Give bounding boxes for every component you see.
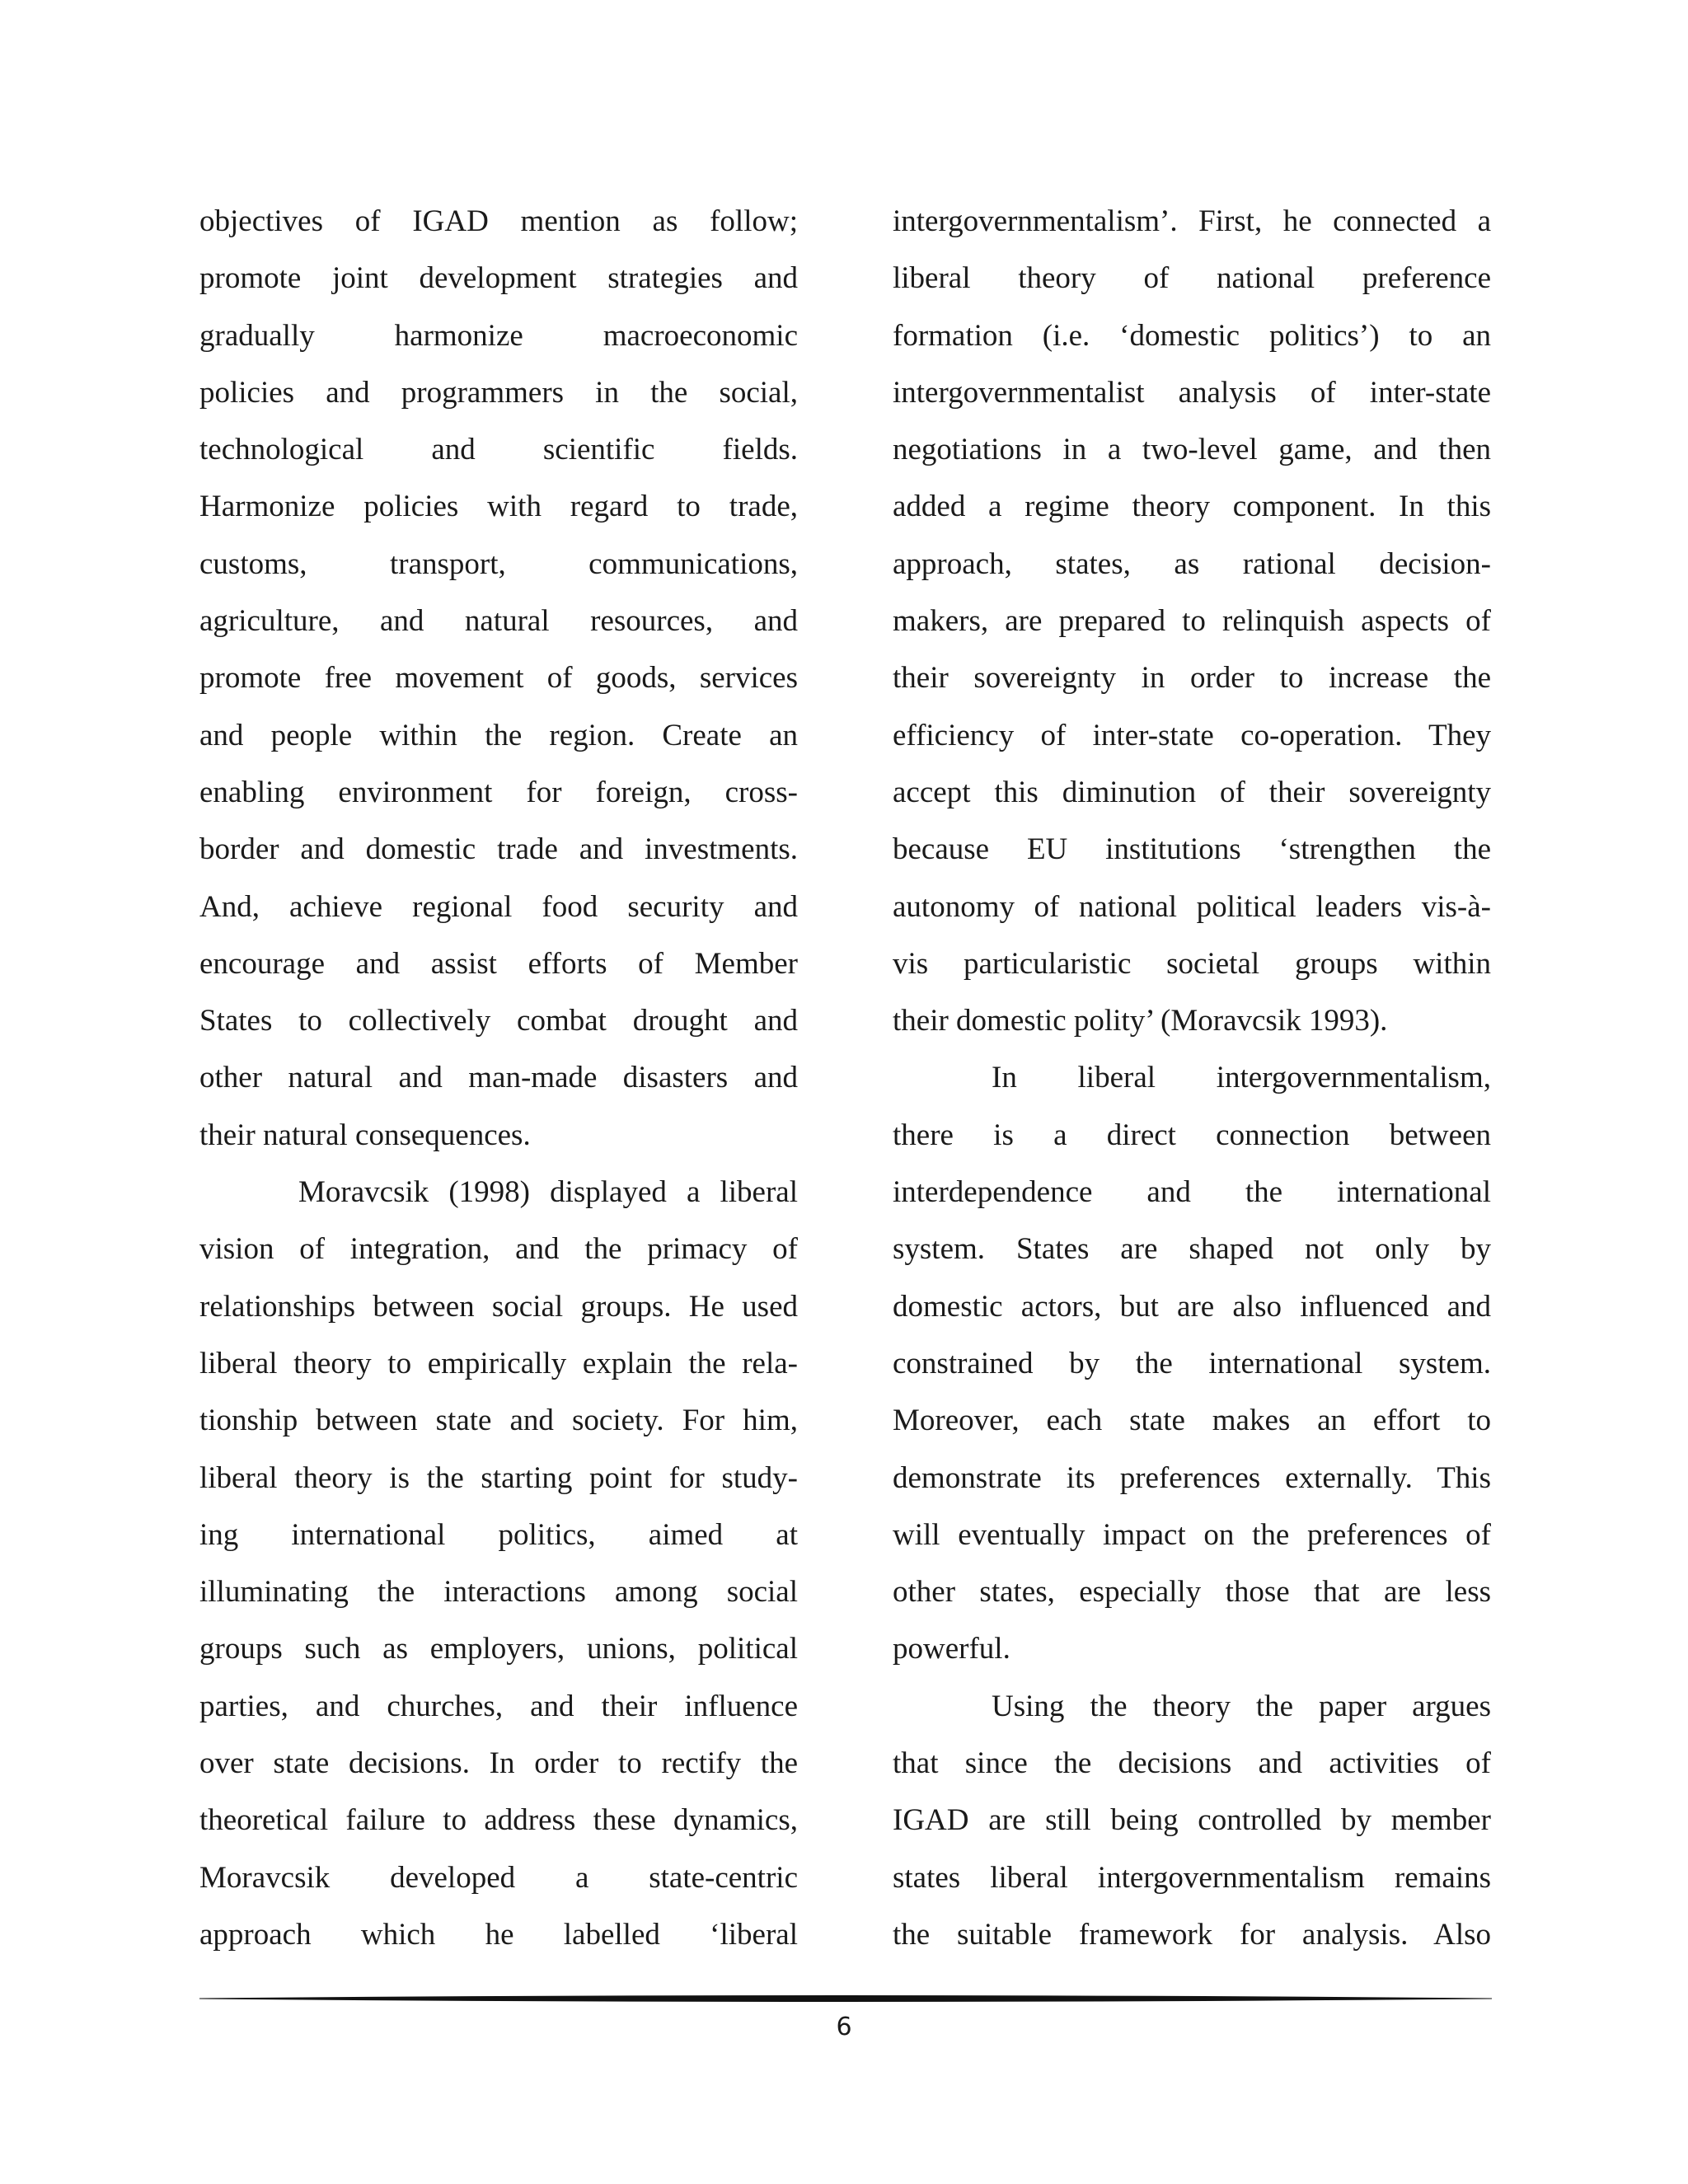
text-line: approach, states, as rational decision- <box>893 546 1491 581</box>
text-line: gradually harmonize macroeconomic <box>199 318 798 353</box>
text-line: objectives of IGAD mention as follow; <box>199 204 798 238</box>
text-line: customs, transport, communications, <box>199 546 798 581</box>
text-line: domestic actors, but are also influenced and <box>893 1289 1491 1324</box>
text-line: agriculture, and natural resources, and <box>199 604 798 639</box>
text-line: tionship between state and society. For him, <box>199 1404 798 1438</box>
text-line: intergovernmentalist analysis of inter-state <box>893 375 1491 410</box>
text-line: vis particularistic societal groups within <box>893 946 1491 981</box>
text-line: negotiations in a two-level game, and then <box>893 433 1491 467</box>
text-line: their natural consequences. <box>199 1118 531 1152</box>
text-line: promote joint development strategies and <box>199 261 798 296</box>
text-line: interdependence and the international <box>893 1175 1491 1210</box>
text-line: approach which he labelled ‘liberal <box>199 1917 798 1952</box>
text-line: over state decisions. In order to rectify the <box>199 1746 798 1781</box>
text-line: other natural and man-made disasters and <box>199 1061 798 1095</box>
text-line: Harmonize policies with regard to trade, <box>199 490 798 524</box>
text-line: In liberal intergovernmentalism, <box>992 1061 1491 1095</box>
page-number: 6 <box>836 2013 852 2041</box>
text-line: IGAD are still being controlled by member <box>893 1803 1491 1838</box>
text-line: makers, are prepared to relinquish aspects of <box>893 604 1491 639</box>
text-line: encourage and assist efforts of Member <box>199 946 798 981</box>
text-line: states liberal intergovernmentalism remains <box>893 1860 1491 1895</box>
text-line: constrained by the international system. <box>893 1346 1491 1380</box>
text-line: theoretical failure to address these dynamics, <box>199 1803 798 1838</box>
text-line: the suitable framework for analysis. Also <box>893 1917 1491 1952</box>
text-line: States to collectively combat drought and <box>199 1004 798 1038</box>
text-line: technological and scientific fields. <box>199 433 798 467</box>
text-line: promote free movement of goods, services <box>199 661 798 696</box>
text-line: powerful. <box>893 1632 1010 1666</box>
text-line: parties, and churches, and their influence <box>199 1689 798 1723</box>
text-line: that since the decisions and activities of <box>893 1746 1491 1781</box>
text-line: And, achieve regional food security and <box>199 889 798 924</box>
text-line: because EU institutions ‘strengthen the <box>893 832 1491 867</box>
text-line: relationships between social groups. He used <box>199 1289 798 1324</box>
text-line: policies and programmers in the social, <box>199 375 798 410</box>
text-line: system. States are shaped not only by <box>893 1232 1491 1267</box>
text-line: Using the theory the paper argues <box>992 1689 1491 1723</box>
text-line: accept this diminution of their sovereignty <box>893 775 1491 809</box>
text-line: border and domestic trade and investments. <box>199 832 798 867</box>
text-line: added a regime theory component. In this <box>893 490 1491 524</box>
footer-rule <box>199 1994 1492 2004</box>
text-line: formation (i.e. ‘domestic politics’) to an <box>893 318 1491 353</box>
text-line: efficiency of inter-state co-operation. They <box>893 718 1491 752</box>
text-line: autonomy of national political leaders vis-à- <box>893 889 1491 924</box>
text-line: Moravcsik developed a state-centric <box>199 1860 798 1895</box>
text-line: illuminating the interactions among social <box>199 1575 798 1610</box>
text-line: liberal theory to empirically explain the rela- <box>199 1346 798 1380</box>
text-line: Moreover, each state makes an effort to <box>893 1404 1491 1438</box>
text-line: demonstrate its preferences externally. This <box>893 1460 1491 1495</box>
right-column <box>893 193 1491 1963</box>
text-line: liberal theory of national preference <box>893 261 1491 296</box>
text-line: liberal theory is the starting point for study- <box>199 1460 798 1495</box>
text-line: enabling environment for foreign, cross- <box>199 775 798 809</box>
text-line: intergovernmentalism’. First, he connected a <box>893 204 1491 238</box>
text-line: their sovereignty in order to increase the <box>893 661 1491 696</box>
text-line: ing international politics, aimed at <box>199 1517 798 1552</box>
text-line: their domestic polity’ (Moravcsik 1993). <box>893 1004 1388 1038</box>
text-line: Moravcsik (1998) displayed a liberal <box>298 1175 798 1210</box>
text-line: and people within the region. Create an <box>199 718 798 752</box>
left-column <box>199 193 798 1963</box>
text-line: groups such as employers, unions, political <box>199 1632 798 1666</box>
text-line: there is a direct connection between <box>893 1118 1491 1152</box>
text-line: vision of integration, and the primacy of <box>199 1232 798 1267</box>
text-line: other states, especially those that are less <box>893 1575 1491 1610</box>
text-line: will eventually impact on the preferences of <box>893 1517 1491 1552</box>
